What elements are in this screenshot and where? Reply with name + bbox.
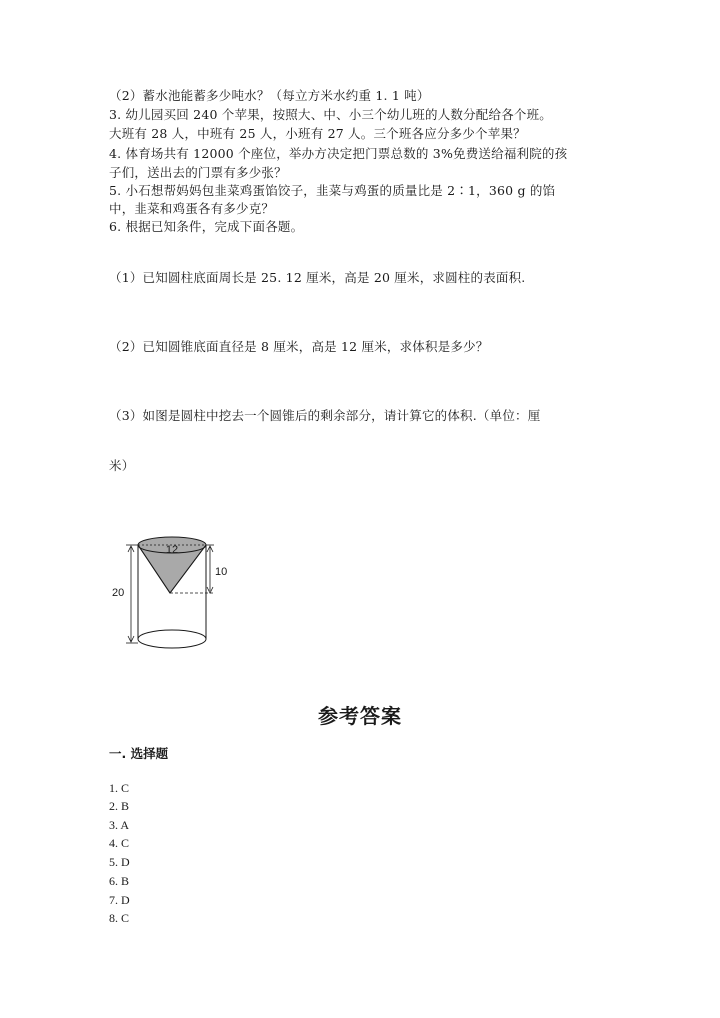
answer-item: 2. B [109,799,130,813]
question-2-2: （2）蓄水池能蓄多少吨水？（每立方米水约重 1. 1 吨） [109,88,430,103]
label-cylinder-height: 20 [112,587,125,599]
question-6: 6. 根据已知条件，完成下面各题。 [109,219,304,234]
answer-item: 6. B [109,874,130,888]
question-6-1: （1）已知圆柱底面周长是 25. 12 厘米，高是 20 厘米，求圆柱的表面积. [109,270,526,285]
section-title: 一. 选择题 [109,746,169,761]
question-6-3-line-1: （3）如图是圆柱中挖去一个圆锥后的剩余部分，请计算它的体积.（单位：厘 [109,408,541,423]
cylinder-cone-figure [104,525,234,655]
answer-item: 1. C [109,781,130,795]
answer-item: 8. C [109,911,130,925]
answer-title: 参考答案 [318,704,402,728]
answer-item: 3. A [109,818,130,832]
question-6-2: （2）已知圆锥底面直径是 8 厘米，高是 12 厘米，求体积是多少？ [109,339,489,354]
answer-item: 5. D [109,855,130,869]
question-5-line-2: 中，韭菜和鸡蛋各有多少克？ [109,201,275,216]
answer-item: 7. D [109,893,130,907]
question-4-line-1: 4. 体育场共有 12000 个座位，举办方决定把门票总数的 3%免费送给福利院的孩 [109,146,568,161]
question-4-line-2: 子们，送出去的门票有多少张？ [109,165,287,180]
cylinder-bottom [138,630,206,648]
question-5-line-1: 5. 小石想帮妈妈包韭菜鸡蛋馅饺子，韭菜与鸡蛋的质量比是 2∶1，360 g 的馅 [109,183,556,198]
label-cone-height: 10 [215,566,228,578]
question-3-line-2: 大班有 28 人，中班有 25 人，小班有 27 人。三个班各应分多少个苹果？ [109,126,526,141]
question-3-line-1: 3. 幼儿园买回 240 个苹果，按照大、中、小三个幼儿班的人数分配给各个班。 [109,107,553,122]
label-diameter: 12 [165,544,179,556]
question-6-3-line-2: 米） [109,458,135,473]
answer-item: 4. C [109,836,130,850]
